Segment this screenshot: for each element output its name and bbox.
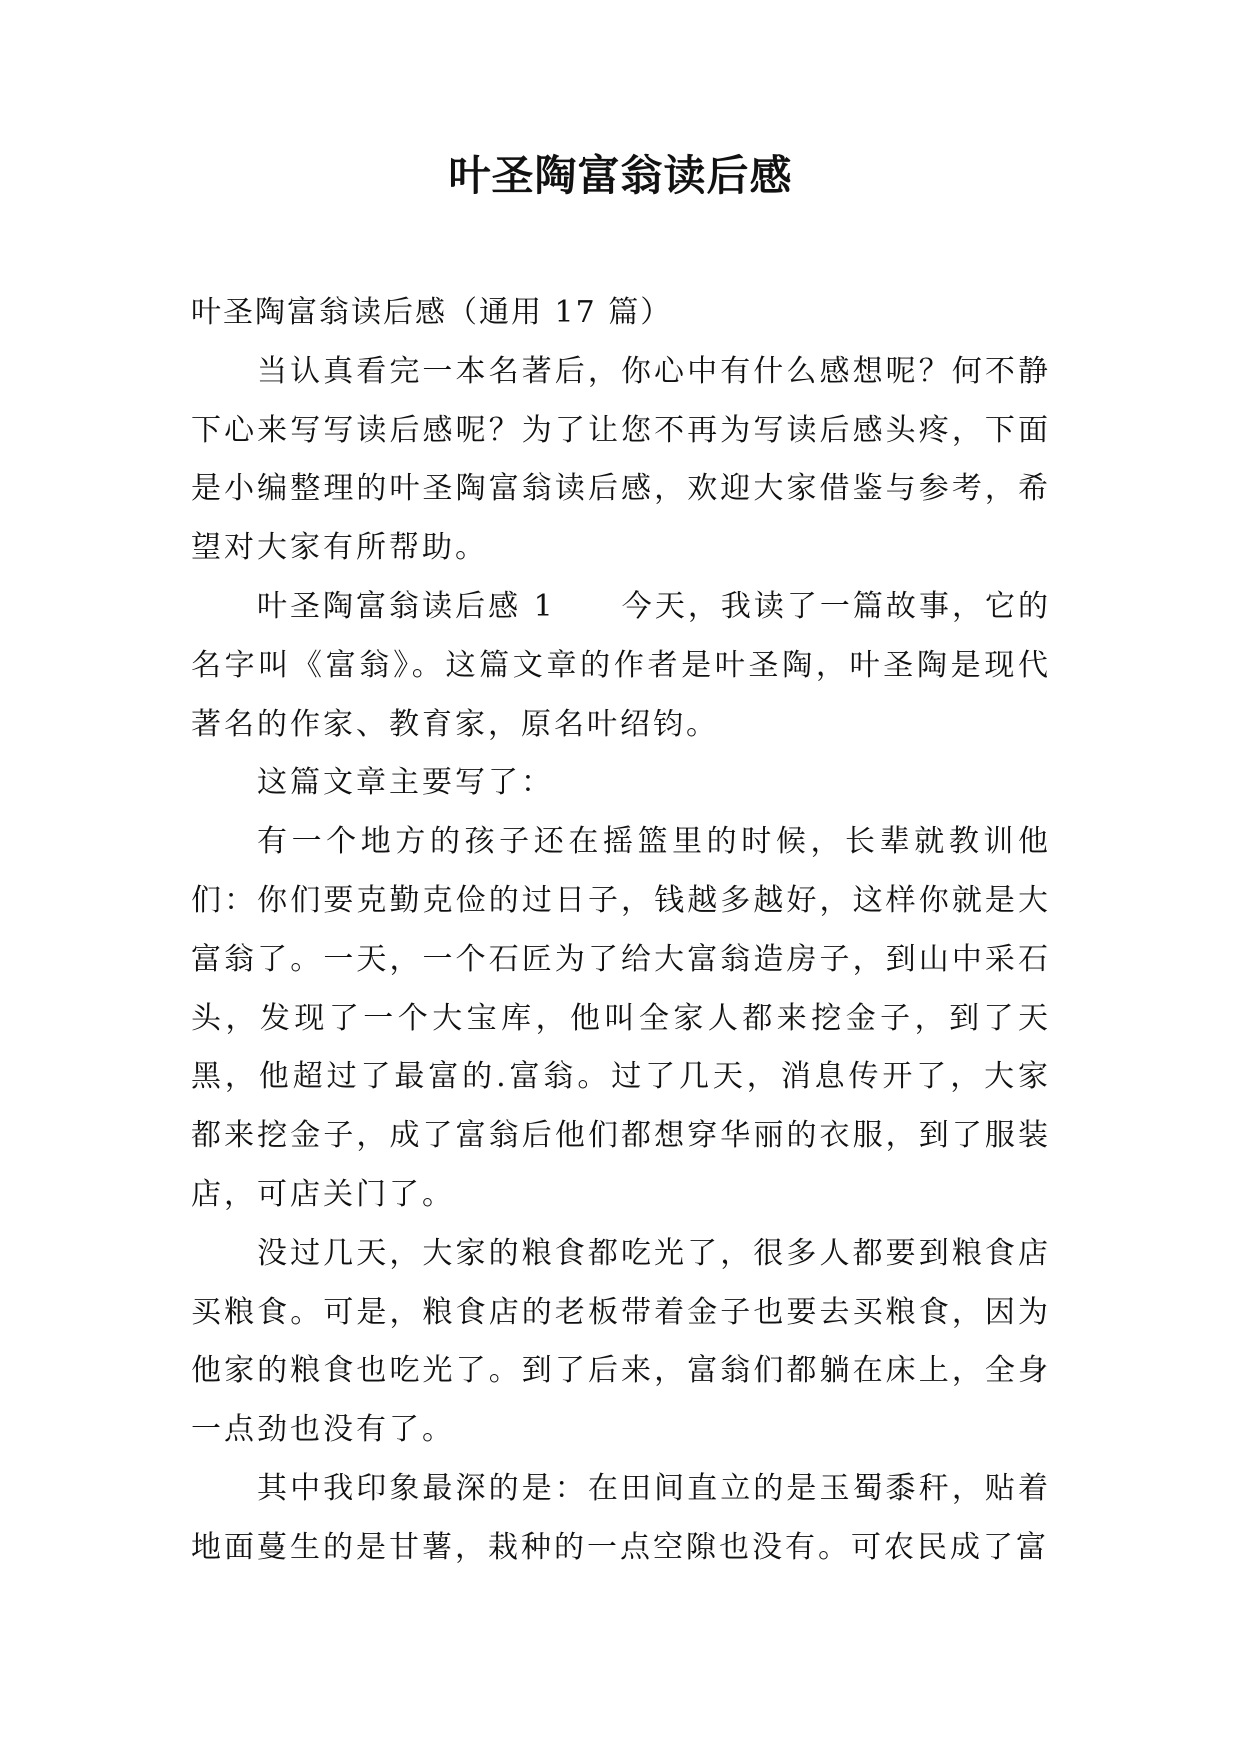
paragraph-impression: 其中我印象最深的是：在田间直立的是玉蜀黍秆，贴着地面蔓生的是甘薯，栽种的一点空隙也没有。可农民成了富 xyxy=(191,1470,1051,1565)
paragraph-essay-1-opening: 叶圣陶富翁读后感 1 今天，我读了一篇故事，它的名字叫《富翁》。这篇文章的作者是叶圣陶，叶圣陶是现代著名的作家、教育家，原名叶绍钧。 xyxy=(191,588,1051,742)
paragraph-summary-lead: 这篇文章主要写了： xyxy=(257,765,554,801)
paragraph-intro: 当认真看完一本名著后，你心中有什么感想呢？何不静下心来写写读后感呢？为了让您不再为写读后感头疼，下面是小编整理的叶圣陶富翁读后感，欢迎大家借鉴与参考，希望对大家有所帮助。 xyxy=(191,353,1051,566)
document-title: 叶圣陶富翁读后感 xyxy=(448,151,793,200)
paragraph-food-shortage: 没过几天，大家的粮食都吃光了，很多人都要到粮食店买粮食。可是，粮食店的老板带着金子也要去买粮食，因为他家的粮食也吃光了。到了后来，富翁们都躺在床上，全身一点劲也没有了。 xyxy=(191,1235,1051,1448)
document-subtitle: 叶圣陶富翁读后感（通用 17 篇） xyxy=(191,295,673,330)
document-body xyxy=(191,284,1051,1578)
paragraph-story: 有一个地方的孩子还在摇篮里的时候，长辈就教训他们：你们要克勤克俭的过日子，钱越多越好，这样你就是大富翁了。一天，一个石匠为了给大富翁造房子，到山中采石头，发现了一个大宝库，他叫全家人都来挖金子，到了天黑，他超过了最富的.富翁。过了几天，消息传开了，大家都来挖金子，成了富翁后他们都想穿华丽的衣服，到了服装店，可店关门了。 xyxy=(191,824,1051,1212)
